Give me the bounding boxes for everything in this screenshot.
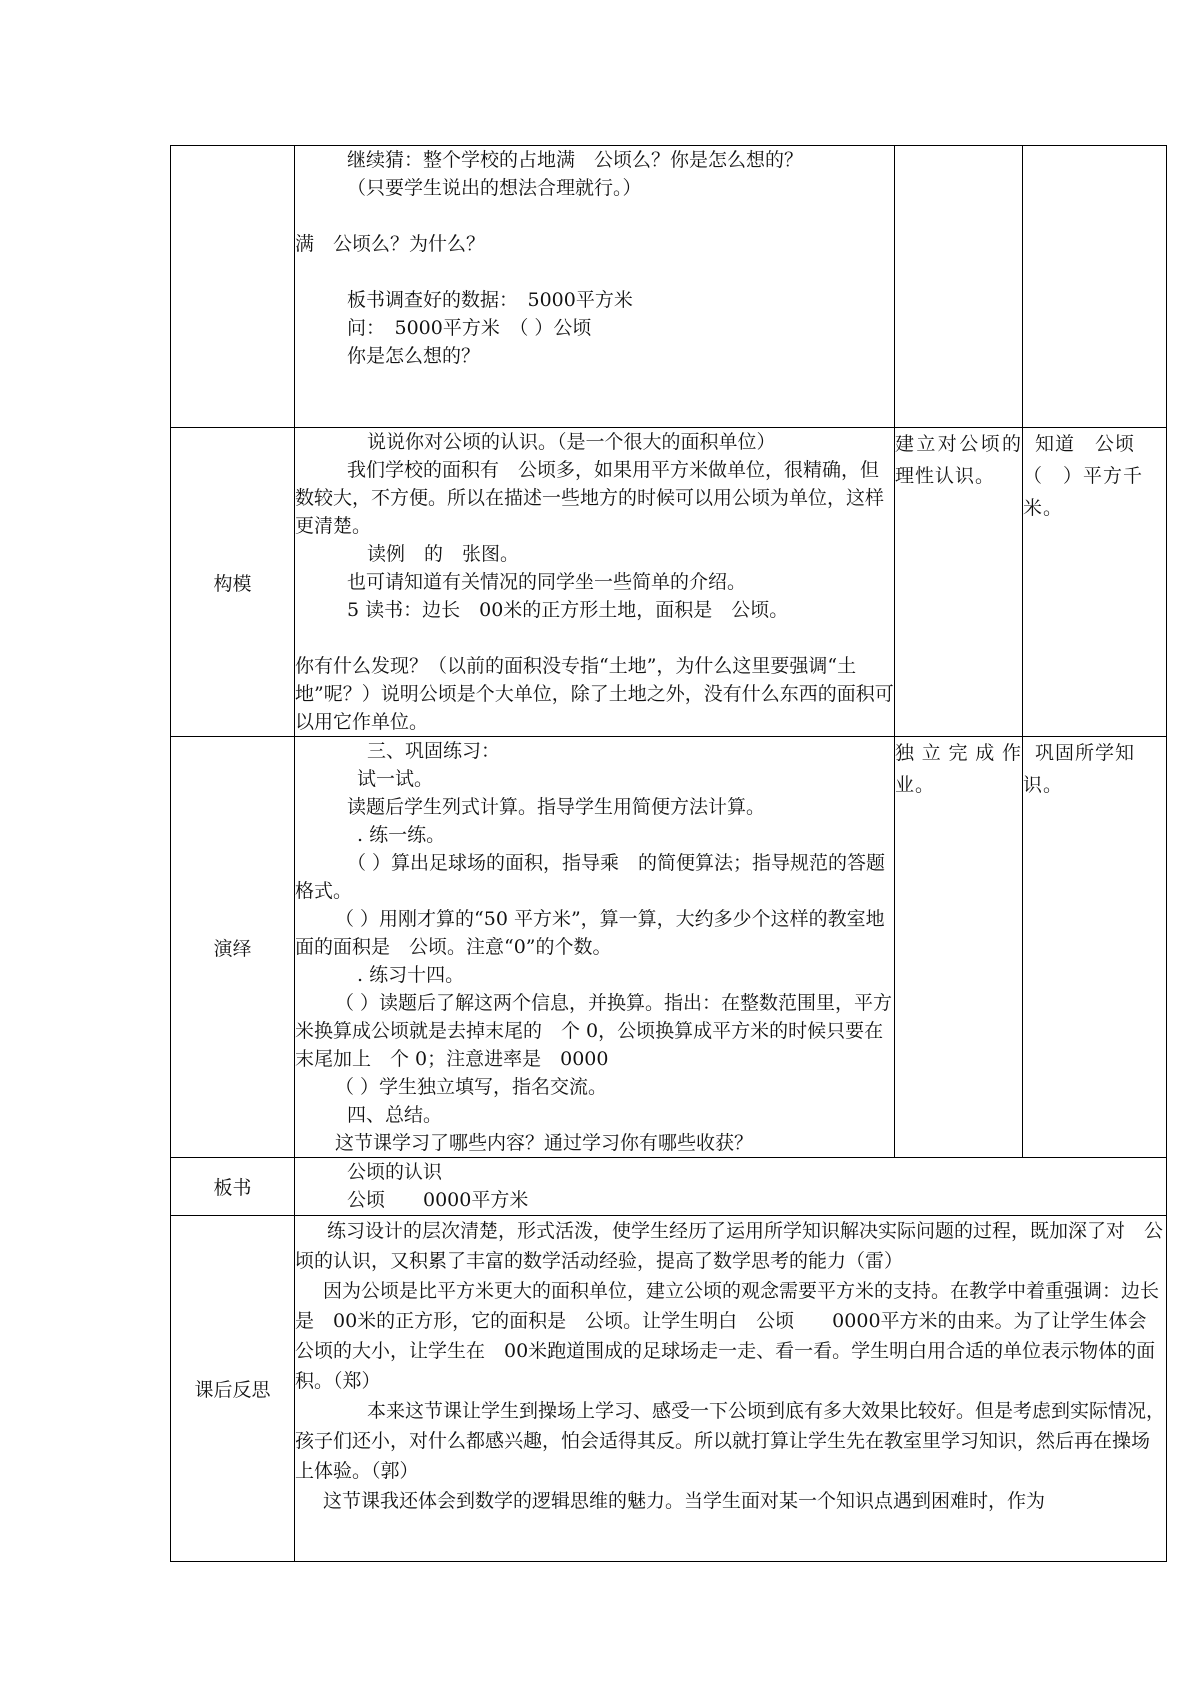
- row-label-blackboard: 板书: [171, 1158, 295, 1216]
- text-line: 这节课学习了哪些内容？通过学习你有哪些收获？: [335, 1132, 754, 1154]
- row-modeling: [171, 428, 1167, 737]
- lesson-plan-table: [170, 145, 1167, 1562]
- text-paragraph: 你有什么发现？（以前的面积没专指“土地”，为什么这里要强调“土地”呢？）说明公顷是个大单位，除了土地之外，没有什么东西的面积可以用它作单位。: [295, 655, 894, 733]
- text-line: 说说你对公顷的认识。（是一个很大的面积单位）: [367, 431, 776, 453]
- text-line: （ ）学生独立填写，指名交流。: [335, 1076, 608, 1098]
- text-paragraph: 我们学校的面积有 公顷多，如果用平方米做单位，很精确，但数较大，不方便。所以在描述一些地方的时候可以用公顷为单位，这样更清楚。: [295, 459, 885, 537]
- row-label-modeling: 构模: [171, 428, 295, 737]
- text-line: 你是怎么想的？: [347, 345, 481, 367]
- row-deduction-goal: 独立完成作业。: [895, 737, 1023, 1158]
- text-line: 试一试。: [357, 768, 434, 790]
- text-line: 三、巩固练习：: [367, 740, 501, 762]
- row-label-reflection: 课后反思: [171, 1216, 295, 1562]
- text-line: 板书调查好的数据： 5000平方米: [347, 289, 633, 311]
- text-line: 读题后学生列式计算。指导学生用简便方法计算。: [347, 796, 766, 818]
- text-line: 5 读书：边长 00米的正方形土地，面积是 公顷。: [347, 599, 789, 621]
- row-modeling-goal: 建立对公顷的理性认识。: [895, 428, 1023, 737]
- text-paragraph: 本来这节课让学生到操场上学习、感受一下公顷到底有多大效果比较好。但是考虑到实际情况，孩子们还小，对什么都感兴趣，怕会适得其反。所以就打算让学生先在教室里学习知识，然后再在操场上体验。（郭）: [295, 1400, 1166, 1482]
- row-reflection-content: [295, 1216, 1167, 1562]
- row-blackboard-content: [295, 1158, 1167, 1216]
- row-reflection: [171, 1216, 1167, 1562]
- row-continuation: [171, 146, 1167, 428]
- row-modeling-content: [295, 428, 895, 737]
- text-line: 也可请知道有关情况的同学坐一些简单的介绍。: [347, 571, 747, 593]
- text-line: 满 公顷么？为什么？: [295, 233, 486, 255]
- text-paragraph: 因为公顷是比平方米更大的面积单位，建立公顷的观念需要平方米的支持。在教学中着重强调：边长是 00米的正方形，它的面积是 公顷。让学生明白 公顷 0000平方米的由来。为了让学生体会 公顷的大小，让学生在 00米跑道围成的足球场走一走、看一看。学生明白用合适的单位表示物体的面积。（郑）: [295, 1280, 1166, 1392]
- text-line: （只要学生说出的想法合理就行。）: [347, 177, 642, 199]
- row-blackboard: [171, 1158, 1167, 1216]
- row-modeling-target: 知道 公顷（ ）平方千米。: [1023, 428, 1167, 737]
- row-continuation-side: [1023, 146, 1167, 428]
- text-line: 读例 的 张图。: [367, 543, 520, 565]
- row-continuation-content: [295, 146, 895, 428]
- text-line: . 练一练。: [357, 824, 446, 846]
- row-deduction-target: 巩固所学知识。: [1023, 737, 1167, 1158]
- text-line: 问： 5000平方米 （ ）公顷: [347, 317, 592, 339]
- row-continuation-label: [171, 146, 295, 428]
- row-label-deduction: 演绎: [171, 737, 295, 1158]
- row-deduction: [171, 737, 1167, 1158]
- text-line: 公顷 0000平方米: [347, 1189, 529, 1211]
- text-paragraph: 这节课我还体会到数学的逻辑思维的魅力。当学生面对某一个知识点遇到困难时，作为: [323, 1490, 1046, 1512]
- text-line: 公顷的认识: [347, 1161, 443, 1183]
- row-deduction-content: [295, 737, 895, 1158]
- row-continuation-mid: [895, 146, 1023, 428]
- text-line: 继续猜：整个学校的占地满 公顷么？你是怎么想的？: [347, 149, 804, 171]
- text-paragraph: （ ）用刚才算的“50 平方米”，算一算，大约多少个这样的教室地面的面积是 公顷。注意“0”的个数。: [295, 908, 885, 958]
- text-paragraph: （ ）读题后了解这两个信息，并换算。指出：在整数范围里，平方米换算成公顷就是去掉末尾的 个 0，公顷换算成平方米的时候只要在末尾加上 个 0；注意进率是 0000: [295, 992, 893, 1070]
- text-line: 四、总结。: [347, 1104, 443, 1126]
- text-paragraph: 练习设计的层次清楚，形式活泼，使学生经历了运用所学知识解决实际问题的过程，既加深了对 公顷的认识，又积累了丰富的数学活动经验，提高了数学思考的能力（雷）: [295, 1220, 1164, 1272]
- text-line: . 练习十四。: [357, 964, 465, 986]
- text-paragraph: （ ）算出足球场的面积，指导乘 的简便算法；指导规范的答题格式。: [295, 852, 886, 902]
